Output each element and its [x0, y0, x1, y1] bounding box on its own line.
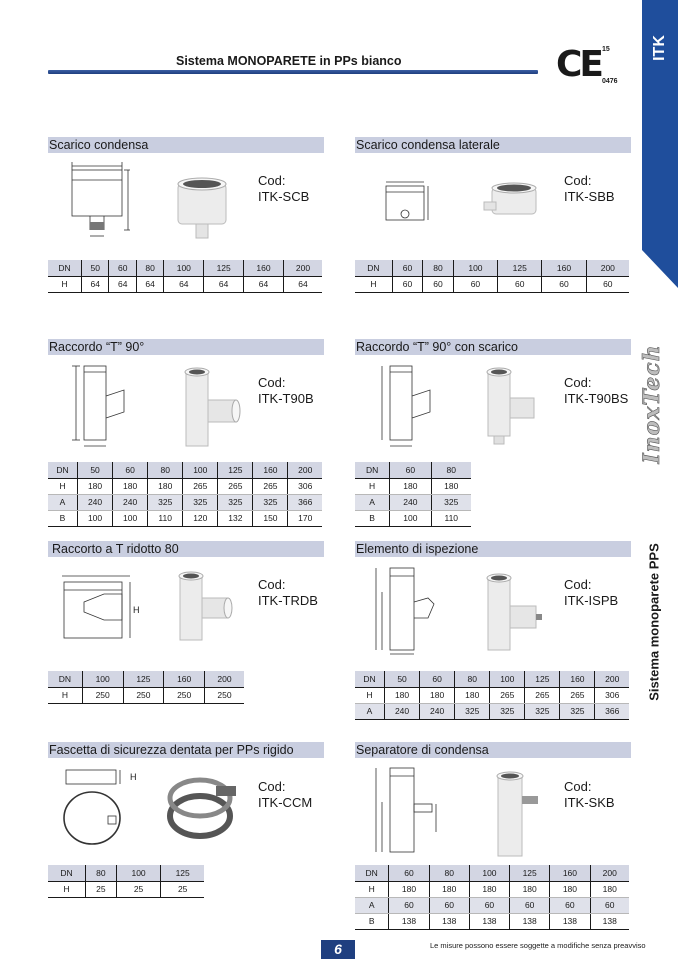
footer-note: Le misure possono essere soggette a modifiche senza preavviso	[430, 941, 646, 950]
table-header-cell: DN	[355, 462, 390, 478]
product-photo	[172, 570, 236, 650]
table-cell: 64	[244, 276, 284, 292]
technical-drawing	[66, 158, 136, 246]
table-cell: 138	[510, 913, 550, 929]
table-cell: 180	[510, 881, 550, 897]
table-cell: 250	[82, 687, 123, 703]
table-cell: 138	[429, 913, 469, 929]
dimension-label: H	[133, 605, 140, 615]
product-photo	[490, 770, 546, 860]
table-cell: 60	[429, 897, 469, 913]
table-cell: H	[355, 881, 389, 897]
table-cell: 240	[113, 494, 148, 510]
table-header-row	[355, 462, 471, 478]
section-title: Scarico condensa	[48, 137, 324, 153]
table-cell: 180	[431, 478, 471, 494]
table-header-cell: 80	[86, 865, 117, 881]
section-elemento-ispezione	[355, 541, 631, 557]
table-header-cell: 200	[590, 865, 629, 881]
technical-drawing	[60, 572, 140, 646]
table-header-cell: DN	[355, 671, 385, 687]
table-header-cell: 80	[136, 260, 163, 276]
code-value: ITK-T90B	[258, 391, 314, 406]
section-title: Raccordo “T” 90° con scarico	[355, 339, 631, 355]
side-flag-text: ITK	[651, 35, 668, 61]
table-cell: H	[355, 276, 392, 292]
table-header-cell: 160	[244, 260, 284, 276]
table-header-cell: 160	[542, 260, 586, 276]
table-header-cell: 60	[390, 462, 431, 478]
table-header-cell: 100	[453, 260, 497, 276]
table-header-cell: 80	[423, 260, 454, 276]
section-title: Raccorto a T ridotto 80	[48, 541, 324, 557]
product-code	[258, 779, 312, 811]
table-cell: 120	[183, 510, 218, 526]
product-code	[258, 173, 309, 205]
table-header-cell: 125	[161, 865, 204, 881]
table-cell: 25	[86, 881, 117, 897]
table-cell: H	[48, 687, 82, 703]
section-raccorto-t-ridotto	[48, 541, 324, 557]
table-cell: 100	[78, 510, 113, 526]
table-cell: 250	[164, 687, 205, 703]
table-header-cell: DN	[355, 260, 392, 276]
table-cell: A	[355, 494, 390, 510]
technical-drawing	[370, 562, 444, 658]
table-cell: 325	[525, 703, 560, 719]
technical-drawing	[62, 766, 132, 850]
code-label: Cod:	[258, 779, 286, 794]
table-row	[48, 510, 322, 526]
table-header-cell: 80	[148, 462, 183, 478]
ce-number-top: 15	[602, 46, 610, 53]
section-raccordo-t-90-scarico	[355, 339, 631, 355]
table-row	[355, 494, 471, 510]
spec-table	[48, 260, 322, 293]
table-cell: 138	[550, 913, 590, 929]
table-cell: 60	[550, 897, 590, 913]
table-cell: H	[48, 478, 78, 494]
table-header-row	[48, 462, 322, 478]
code-label: Cod:	[564, 779, 592, 794]
table-cell: 240	[420, 703, 455, 719]
ce-mark-letters: CE	[556, 44, 602, 85]
technical-drawing	[70, 360, 132, 450]
code-value: ITK-T90BS	[564, 391, 629, 406]
table-cell: H	[355, 478, 390, 494]
table-header-cell: 50	[82, 260, 109, 276]
page-number: 6	[321, 940, 355, 959]
table-cell: B	[355, 913, 389, 929]
table-header-cell: 160	[550, 865, 590, 881]
table-cell: 138	[389, 913, 429, 929]
spec-table	[355, 462, 471, 527]
table-row	[355, 687, 629, 703]
product-code	[564, 577, 618, 609]
table-header-cell: 60	[392, 260, 423, 276]
table-row	[355, 478, 471, 494]
table-cell: 110	[148, 510, 183, 526]
spec-table	[355, 260, 629, 293]
table-cell: 180	[113, 478, 148, 494]
table-row	[48, 478, 322, 494]
table-header-cell: 125	[525, 671, 560, 687]
table-cell: 325	[455, 703, 490, 719]
product-code	[564, 779, 615, 811]
table-header-row	[355, 865, 629, 881]
table-header-cell: 80	[431, 462, 471, 478]
code-label: Cod:	[564, 173, 592, 188]
table-header-cell: 80	[429, 865, 469, 881]
table-header-cell: 125	[498, 260, 542, 276]
product-photo	[482, 572, 546, 656]
code-label: Cod:	[258, 173, 286, 188]
table-cell: 64	[283, 276, 322, 292]
table-cell: 60	[453, 276, 497, 292]
table-header-cell: 50	[385, 671, 420, 687]
section-title: Fascetta di sicurezza dentata per PPs rigido	[48, 742, 324, 758]
section-separatore-condensa	[355, 742, 631, 758]
table-cell: 60	[389, 897, 429, 913]
table-header-cell: 60	[109, 260, 136, 276]
table-cell: 265	[490, 687, 525, 703]
code-value: ITK-CCM	[258, 795, 313, 810]
table-cell: B	[48, 510, 78, 526]
table-cell: 180	[389, 881, 429, 897]
table-cell: H	[355, 687, 385, 703]
table-cell: 240	[78, 494, 113, 510]
section-scarico-condensa-laterale	[355, 137, 631, 153]
table-header-cell: 100	[82, 671, 123, 687]
table-cell: 60	[542, 276, 586, 292]
table-cell: 250	[123, 687, 164, 703]
code-value: ITK-SBB	[564, 189, 615, 204]
table-cell: 180	[420, 687, 455, 703]
dimension-label: H	[130, 772, 137, 782]
section-fascetta	[48, 742, 324, 758]
table-header-row	[48, 671, 244, 687]
table-header-row	[355, 671, 629, 687]
table-header-cell: DN	[48, 462, 78, 478]
table-header-cell: DN	[48, 260, 82, 276]
table-header-cell: 100	[183, 462, 218, 478]
table-cell: 265	[560, 687, 595, 703]
spec-table	[355, 865, 629, 930]
table-cell: 60	[510, 897, 550, 913]
table-cell: 240	[385, 703, 420, 719]
technical-drawing	[376, 360, 438, 450]
product-photo	[482, 180, 546, 228]
table-cell: A	[355, 897, 389, 913]
table-cell: 180	[390, 478, 431, 494]
table-cell: 325	[490, 703, 525, 719]
ce-mark	[556, 44, 618, 86]
table-cell: 60	[469, 897, 509, 913]
table-header-cell: 60	[420, 671, 455, 687]
section-scarico-condensa	[48, 137, 324, 153]
spec-table	[48, 671, 244, 704]
table-cell: H	[48, 881, 86, 897]
table-cell: 60	[498, 276, 542, 292]
table-header-cell: 125	[218, 462, 253, 478]
table-row	[48, 881, 204, 897]
table-cell: 60	[586, 276, 629, 292]
table-cell: 265	[183, 478, 218, 494]
table-row	[48, 276, 322, 292]
table-row	[48, 687, 244, 703]
side-system-label: Sistema monoparete PPS	[646, 543, 662, 701]
table-cell: 180	[455, 687, 490, 703]
table-cell: A	[48, 494, 78, 510]
table-cell: 100	[113, 510, 148, 526]
code-label: Cod:	[258, 577, 286, 592]
table-header-cell: 200	[586, 260, 629, 276]
table-cell: 60	[590, 897, 629, 913]
table-cell: 250	[205, 687, 244, 703]
table-cell: 180	[590, 881, 629, 897]
table-row	[48, 494, 322, 510]
product-code	[258, 577, 318, 609]
table-cell: 132	[218, 510, 253, 526]
table-cell: 60	[392, 276, 423, 292]
table-header-cell: 100	[490, 671, 525, 687]
table-header-cell: 60	[113, 462, 148, 478]
table-cell: 64	[164, 276, 204, 292]
table-cell: 366	[288, 494, 322, 510]
table-cell: 110	[431, 510, 471, 526]
table-cell: H	[48, 276, 82, 292]
table-header-row	[48, 865, 204, 881]
table-cell: 138	[590, 913, 629, 929]
table-cell: 325	[431, 494, 471, 510]
table-header-cell: 125	[204, 260, 244, 276]
table-header-row	[355, 260, 629, 276]
table-cell: 325	[253, 494, 288, 510]
table-header-cell: 200	[205, 671, 244, 687]
table-cell: 25	[161, 881, 204, 897]
table-row	[355, 897, 629, 913]
table-header-cell: 125	[510, 865, 550, 881]
code-value: ITK-ISPB	[564, 593, 619, 608]
table-cell: 265	[253, 478, 288, 494]
product-photo	[166, 776, 240, 842]
section-title: Scarico condensa laterale	[355, 137, 631, 153]
table-header-cell: 160	[164, 671, 205, 687]
section-raccordo-t-90	[48, 339, 324, 355]
table-cell: 138	[469, 913, 509, 929]
table-header-cell: 80	[455, 671, 490, 687]
table-header-cell: 160	[253, 462, 288, 478]
code-value: ITK-SCB	[258, 189, 310, 204]
table-header-cell: 50	[78, 462, 113, 478]
table-row	[355, 276, 629, 292]
page-title: Sistema MONOPARETE in PPs bianco	[176, 54, 402, 68]
product-code	[564, 375, 628, 407]
table-row	[355, 913, 629, 929]
table-cell: 325	[183, 494, 218, 510]
table-header-cell: 100	[164, 260, 204, 276]
code-value: ITK-TRDB	[258, 593, 318, 608]
table-cell: 64	[82, 276, 109, 292]
section-title: Separatore di condensa	[355, 742, 631, 758]
table-cell: 60	[423, 276, 454, 292]
table-cell: 180	[550, 881, 590, 897]
technical-drawing	[382, 176, 432, 228]
table-cell: 325	[560, 703, 595, 719]
ce-number-bottom: 0476	[602, 78, 618, 85]
table-cell: 64	[204, 276, 244, 292]
code-label: Cod:	[564, 375, 592, 390]
product-code	[564, 173, 615, 205]
product-photo	[480, 366, 544, 450]
section-title: Elemento di ispezione	[355, 541, 631, 557]
code-label: Cod:	[564, 577, 592, 592]
table-row	[355, 881, 629, 897]
table-cell: 170	[288, 510, 322, 526]
table-cell: 64	[136, 276, 163, 292]
table-header-cell: DN	[48, 671, 82, 687]
table-cell: 25	[116, 881, 161, 897]
table-header-cell: 200	[288, 462, 322, 478]
table-cell: 306	[288, 478, 322, 494]
table-cell: 180	[385, 687, 420, 703]
table-header-cell: 200	[595, 671, 629, 687]
table-row	[355, 703, 629, 719]
table-cell: B	[355, 510, 390, 526]
table-cell: 325	[218, 494, 253, 510]
table-cell: 265	[218, 478, 253, 494]
table-header-cell: 60	[389, 865, 429, 881]
table-cell: 325	[148, 494, 183, 510]
table-header-cell: 200	[283, 260, 322, 276]
table-cell: 100	[390, 510, 431, 526]
table-header-cell: 100	[116, 865, 161, 881]
table-cell: A	[355, 703, 385, 719]
table-header-cell: DN	[48, 865, 86, 881]
table-cell: 180	[78, 478, 113, 494]
table-cell: 366	[595, 703, 629, 719]
technical-drawing	[370, 762, 444, 860]
spec-table	[48, 462, 322, 527]
code-value: ITK-SKB	[564, 795, 615, 810]
spec-table	[48, 865, 204, 898]
table-header-cell: 125	[123, 671, 164, 687]
table-header-cell: 160	[560, 671, 595, 687]
table-row	[355, 510, 471, 526]
table-cell: 64	[109, 276, 136, 292]
section-title: Raccordo “T” 90°	[48, 339, 324, 355]
brand-logo: InoxTech	[639, 344, 665, 464]
table-header-row	[48, 260, 322, 276]
table-cell: 306	[595, 687, 629, 703]
table-header-cell: DN	[355, 865, 389, 881]
table-cell: 180	[148, 478, 183, 494]
product-code	[258, 375, 314, 407]
code-label: Cod:	[258, 375, 286, 390]
spec-table	[355, 671, 629, 720]
table-header-cell: 100	[469, 865, 509, 881]
table-cell: 180	[429, 881, 469, 897]
header-rule	[48, 70, 538, 74]
product-photo	[178, 366, 242, 450]
table-cell: 265	[525, 687, 560, 703]
product-photo	[172, 176, 236, 244]
table-cell: 240	[390, 494, 431, 510]
table-cell: 150	[253, 510, 288, 526]
table-cell: 180	[469, 881, 509, 897]
